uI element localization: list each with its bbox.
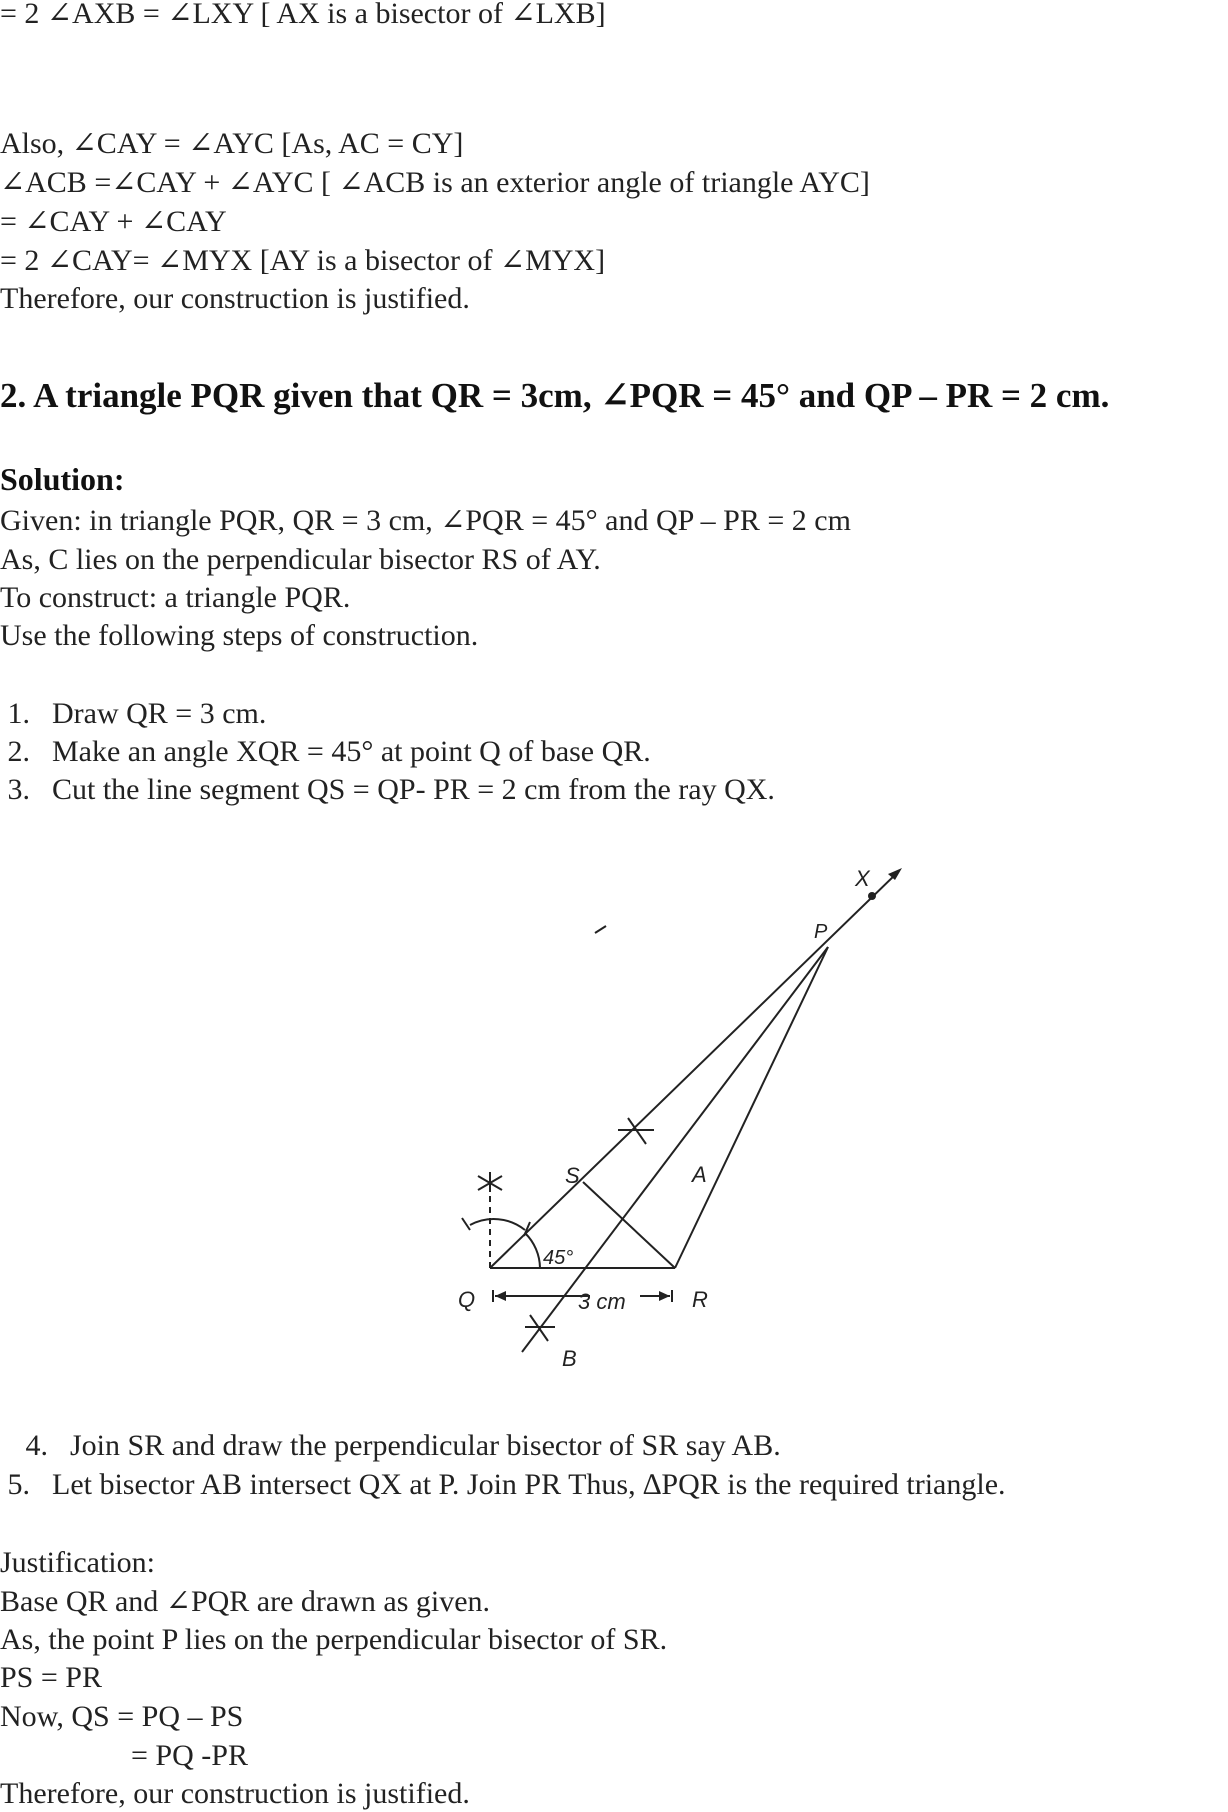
label-r: R <box>692 1287 708 1312</box>
arrow-head-icon <box>888 868 902 880</box>
proof-line: ∠ACB =∠CAY + ∠AYC [ ∠ACB is an exterior angle of triangle AYC] <box>0 166 870 199</box>
ray-qx <box>490 872 898 1268</box>
step-item: 5. Let bisector AB intersect QX at P. Join PR Thus, ∆PQR is the required triangle. <box>7 1468 1006 1501</box>
proof-line: Also, ∠CAY = ∠AYC [As, AC = CY] <box>0 127 464 160</box>
label-x: X <box>855 866 870 891</box>
segment-sr <box>583 1182 675 1268</box>
solution-label: Solution: <box>0 461 125 497</box>
cross-mark-b <box>525 1315 555 1341</box>
question-heading: 2. A triangle PQR given that QR = 3cm, ∠PQR = 45° and QP – PR = 2 cm. <box>0 376 1110 415</box>
label-q: Q <box>458 1287 476 1312</box>
proof-line: = ∠CAY + ∠CAY <box>0 205 227 238</box>
step-item: 1. Draw QR = 3 cm. <box>7 697 267 730</box>
to-construct-text: To construct: a triangle PQR. <box>0 581 351 614</box>
justification-line: PS = PR <box>0 1661 102 1694</box>
proof-line: = 2 ∠CAY= ∠MYX [AY is a bisector of ∠MYX] <box>0 244 606 277</box>
label-angle: 45° <box>543 1247 574 1269</box>
label-length: 3 cm <box>578 1289 626 1314</box>
bisector-ab <box>522 947 828 1352</box>
label-p: P <box>814 921 828 943</box>
justification-line: As, the point P lies on the perpendicular bisector of SR. <box>0 1623 668 1656</box>
construction-arc <box>470 1219 525 1230</box>
step-item: 3. Cut the line segment QS = QP- PR = 2 cm from the ray QX. <box>7 773 775 806</box>
justification-line: Base QR and ∠PQR are drawn as given. <box>0 1585 491 1618</box>
label-b: B <box>562 1346 577 1371</box>
segment-pr <box>675 947 828 1268</box>
proof-line: = 2 ∠AXB = ∠LXY [ AX is a bisector of ∠LXB] <box>0 0 606 30</box>
justification-line: = PQ -PR <box>131 1739 248 1772</box>
justification-line: Now, QS = PQ – PS <box>0 1700 244 1733</box>
angle-arc <box>525 1233 540 1268</box>
note-text: As, C lies on the perpendicular bisector RS of AY. <box>0 543 601 576</box>
step-item: 4. Join SR and draw the perpendicular bisector of SR say AB. <box>25 1429 781 1462</box>
given-text: Given: in triangle PQR, QR = 3 cm, ∠PQR = 45° and QP – PR = 2 cm <box>0 504 851 537</box>
justification-label: Justification: <box>0 1546 155 1579</box>
steps-intro: Use the following steps of construction. <box>0 619 479 652</box>
stray-mark <box>595 926 606 933</box>
label-a: A <box>692 1162 707 1187</box>
cross-mark <box>618 1118 654 1144</box>
label-s: S <box>565 1163 580 1188</box>
star-mark <box>478 1172 502 1192</box>
justification-line: Therefore, our construction is justified. <box>0 1777 470 1810</box>
proof-line: Therefore, our construction is justified. <box>0 282 470 315</box>
step-item: 2. Make an angle XQR = 45° at point Q of base QR. <box>7 735 651 768</box>
